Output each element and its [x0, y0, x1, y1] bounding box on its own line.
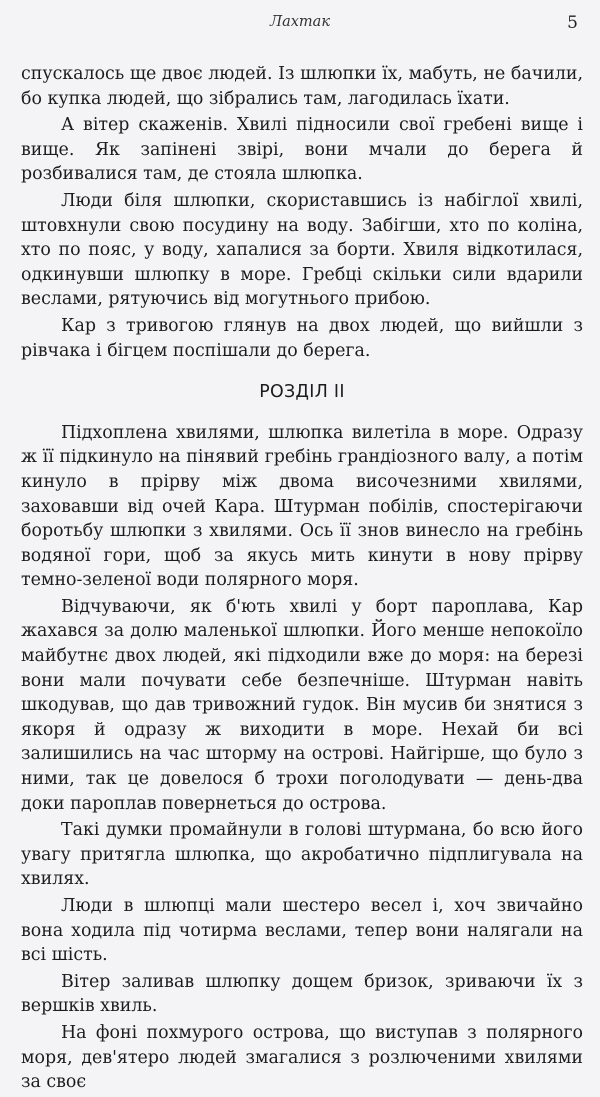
running-head-title: Лахтак — [270, 14, 330, 30]
body-text — [21, 62, 583, 1097]
paragraph: Кар з тривогою глянув на двох людей, що вийшли з рівчака і бігцем поспішали до берега. — [21, 315, 583, 361]
paragraph: спускалось ще двоє людей. Із шлюпки їх, мабуть, не бачили, бо купка людей, що зібрались там, лагодилась їхати. — [21, 64, 583, 109]
paragraph: Люди біля шлюпки, скориставшись із набіглої хвилі, штовхнули свою посудину на воду. Забігши, хто по коліна, хто по пояс, у воду, хапалися за борти. Хвиля відкотилася, одкинувши шлюпку в море. Гребці скільки сили вдарили веслами, рятуючись від могутнього прибою. — [21, 190, 583, 310]
paragraph: На фоні похмурого острова, що виступав з полярного моря, дев'ятеро людей змагалися з розлюченими хвилями за своє — [21, 1022, 583, 1093]
paragraph: Люди в шлюпці мали шестеро весел і, хоч звичайно вона ходила під чотирма веслами, тепер вони налягали на всі шість. — [21, 896, 583, 966]
paragraph: Відчуваючи, як б'ють хвилі у борт пароплава, Кар жахався за долю маленької шлюпки. Його менше непокоїло майбутнє двох людей, які підходили вже до моря: на березі вони мали почувати себе безпечніше. Штурман навіть шкодував, що дав тривожний гудок. Він мусив би знятися з якоря й одразу ж виходити в море. Нехай би всі залишились на час шторму на острові. Найгірше, що було з ними, так це довелося б трохи поголодувати — день-два доки пароплав повернеться до острова. — [21, 596, 583, 814]
paragraph: Підхоплена хвилями, шлюпка вилетіла в море. Одразу ж її підкинуло на пінявий гребінь грандіозного валу, а потім кинуло в прірву між двома височезними хвилями, заховавши від очей Кара. Штурман побілів, спостерігаючи боротьбу шлюпки з хвилями. Ось її знов винесло на гребінь водяної гори, щоб за якусь мить кинути в нову прірву темно-зеленої води полярного моря. — [21, 422, 583, 591]
paragraph: Вітер заливав шлюпку дощем бризок, зриваючи їх з вершків хвиль. — [21, 971, 583, 1017]
page-number: 5 — [567, 13, 578, 33]
chapter-heading: РОЗДІЛ II — [259, 382, 345, 403]
paragraph: А вітер скаженів. Хвилі підносили свої гребені вище і вище. Як запінені звірі, вони мчали до берега й розбивалися там, де стояла шлюпка. — [21, 115, 583, 185]
paragraph: Такі думки промайнули в голові штурмана, бо всю його увагу притягла шлюпка, що акробатично підплигувала на хвилях. — [21, 820, 583, 890]
